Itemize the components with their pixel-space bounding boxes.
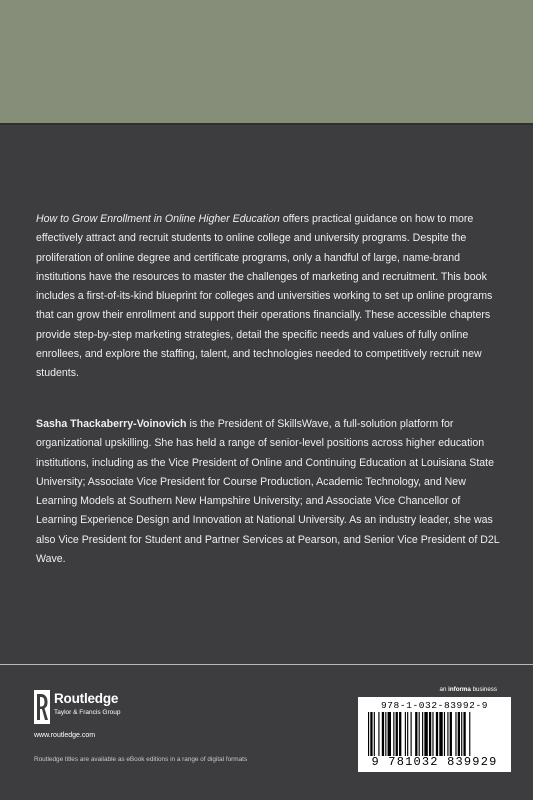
book-description-text: offers practical guidance on how to more effectively attract and recruit students to online college and university programs. Despite the proliferation of online degree and certificate programs, only a handful of large, name-brand institutions have the resources to master the challenges of marketing and recruitment. This book includes a first-of-its-kind blueprint for colleges and universities working to set up online programs that can grow their enrollment and support their operations financially. These accessible chapters provide step-by-step marketing strategies, detail the specific needs and values of fully online enrollees, and explore the staffing, talent, and technologies needed to competitively recruit new students.: [36, 213, 493, 380]
barcode-bar: [439, 712, 442, 756]
barcode-bar: [469, 712, 470, 756]
barcode-bar: [374, 712, 375, 756]
isbn-label: 978-1-032-83992-9: [380, 700, 489, 711]
barcode-bar: [405, 712, 406, 756]
barcode-bar: [450, 712, 452, 756]
author-bio: [36, 415, 500, 569]
barcode-bar: [385, 712, 386, 756]
band-divider: [0, 123, 533, 125]
informa-prefix: an: [439, 686, 449, 693]
barcode-bar: [378, 712, 379, 756]
barcode-bar: [432, 712, 433, 756]
barcode-bar: [424, 712, 427, 756]
routledge-logo-icon: [34, 690, 50, 724]
barcode-bar: [415, 712, 417, 756]
barcode-bar: [382, 712, 384, 756]
informa-business-label: [440, 686, 497, 693]
barcode-bar: [396, 712, 398, 756]
publisher-group: Taylor & Francis Group: [54, 709, 121, 716]
top-color-band: [0, 0, 533, 123]
publisher-name: Routledge: [54, 691, 119, 706]
barcode-bar: [461, 712, 462, 756]
barcode-bar: [419, 712, 420, 756]
author-bio-text: is the President of SkillsWave, a full-solution platform for organizational upskilling. She has held a range of senior-level positions across higher education institutions, including as the Vice President of Online and Continuing Education at Louisiana State University; Associate Vice President for Course Production, Academic Technology, and New Learning Models at Southern New Hampshire University; and Associate Vice Chancellor of Learning Experience Design and Innovation at National University. As an industry leader, she was also Vice President for Student and Partner Services at Pearson, and Senior Vice President of D2L Wave.: [36, 418, 500, 566]
barcode-bar: [455, 712, 456, 756]
ebook-note: Routledge titles are available as eBook editions in a range of digital formats: [34, 756, 248, 763]
book-title-italic: How to Grow Enrollment in Online Higher Education: [36, 213, 280, 225]
barcode-icon: [368, 712, 501, 756]
barcode-bar: [447, 712, 448, 756]
footer-divider: [0, 664, 533, 665]
publisher-logo: [34, 690, 174, 726]
barcode-bar: [463, 712, 465, 756]
barcode-bar: [436, 712, 438, 756]
barcode-bar: [411, 712, 412, 756]
barcode-bar: [429, 712, 431, 756]
barcode-bar: [388, 712, 391, 756]
informa-suffix: business: [470, 686, 497, 693]
barcode-bar: [458, 712, 460, 756]
informa-brand: informa: [448, 686, 471, 693]
barcode-bar: [407, 712, 408, 756]
barcode-bar: [444, 712, 445, 756]
barcode-bar: [393, 712, 394, 756]
author-name: Sasha Thackaberry-Voinovich: [36, 418, 187, 430]
barcode-bar: [422, 712, 423, 756]
barcode-bar: [399, 712, 401, 756]
book-description: [36, 210, 500, 384]
isbn-digits: 9 781032 839929: [371, 755, 498, 769]
isbn-barcode-panel: [358, 697, 511, 772]
barcode-bar: [370, 712, 372, 756]
publisher-website: www.routledge.com: [34, 732, 96, 739]
barcode-bar: [368, 712, 369, 756]
